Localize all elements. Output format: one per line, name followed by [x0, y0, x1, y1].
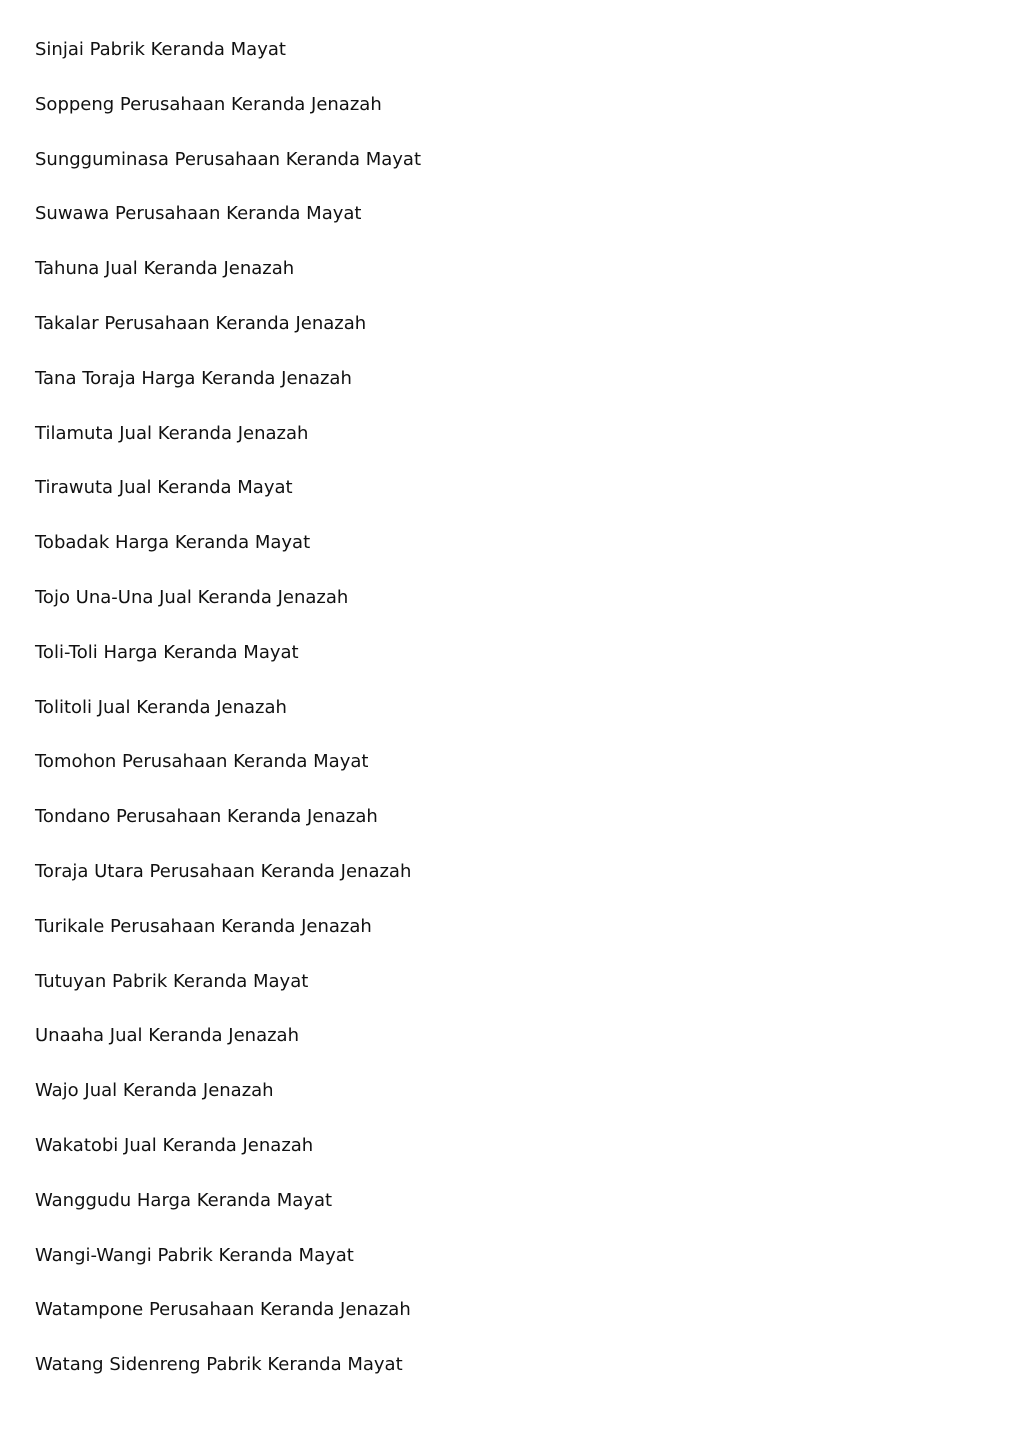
list-item: Sungguminasa Perusahaan Keranda Mayat [35, 148, 422, 170]
list-item: Soppeng Perusahaan Keranda Jenazah [35, 93, 382, 115]
list-item: Wangi-Wangi Pabrik Keranda Mayat [35, 1244, 354, 1266]
list-item: Tolitoli Jual Keranda Jenazah [35, 696, 287, 718]
list-item: Watampone Perusahaan Keranda Jenazah [35, 1299, 411, 1321]
list-item: Suwawa Perusahaan Keranda Mayat [35, 203, 362, 225]
list-item: Tutuyan Pabrik Keranda Mayat [35, 970, 309, 992]
list-item: Watang Sidenreng Pabrik Keranda Mayat [35, 1354, 403, 1376]
list-item: Tirawuta Jual Keranda Mayat [35, 477, 293, 499]
list-item: Toraja Utara Perusahaan Keranda Jenazah [35, 860, 412, 882]
list-item: Tilamuta Jual Keranda Jenazah [35, 422, 309, 444]
list-item: Sinjai Pabrik Keranda Mayat [35, 39, 286, 60]
list-item: Unaaha Jual Keranda Jenazah [35, 1025, 299, 1047]
list-item: Wakatobi Jual Keranda Jenazah [35, 1134, 314, 1156]
list-item: Tobadak Harga Keranda Mayat [35, 532, 311, 554]
list-item: Wajo Jual Keranda Jenazah [35, 1080, 274, 1102]
list-item: Tana Toraja Harga Keranda Jenazah [35, 367, 352, 389]
list-item: Toli-Toli Harga Keranda Mayat [35, 641, 299, 663]
location-list [35, 36, 421, 1406]
list-item: Tomohon Perusahaan Keranda Mayat [35, 751, 369, 773]
list-item: Tahuna Jual Keranda Jenazah [35, 258, 295, 280]
list-item: Tojo Una-Una Jual Keranda Jenazah [35, 586, 349, 608]
list-item: Wanggudu Harga Keranda Mayat [35, 1189, 333, 1211]
list-item: Takalar Perusahaan Keranda Jenazah [35, 312, 367, 334]
list-item: Tondano Perusahaan Keranda Jenazah [35, 806, 378, 828]
list-item: Turikale Perusahaan Keranda Jenazah [35, 915, 372, 937]
